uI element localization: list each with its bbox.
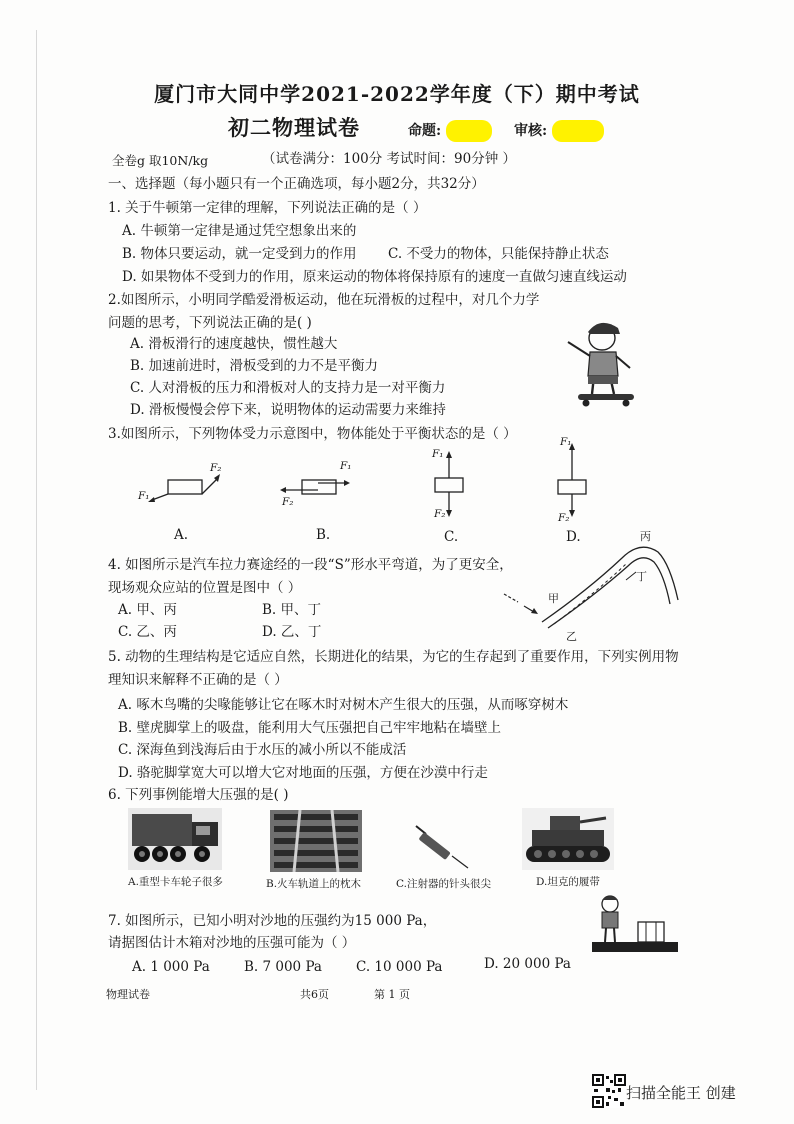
q6-caption-c: C.注射器的针头很尖	[396, 878, 491, 890]
q5-option-a: A. 啄木鸟嘴的尖喙能够让它在啄木时对树木产生很大的压强，从而啄穿树木	[118, 697, 569, 713]
q6-stem: 6. 下列事例能增大压强的是( )	[108, 787, 289, 803]
diagram-a-f2: F₂	[210, 462, 222, 474]
diagram-d-f2: F₂	[558, 512, 570, 524]
footer-subject: 物理试卷	[106, 988, 150, 1001]
q5-stem-line1: 5. 动物的生理结构是它适应自然，长期进化的结果，为它的生存起到了重要作用，下列实例用物	[108, 649, 679, 665]
score-time-note: （试卷满分：100分 考试时间：90分钟 ）	[262, 151, 517, 167]
mark-jia: 甲	[548, 592, 559, 605]
q2-option-a: A. 滑板滑行的速度越快，惯性越大	[130, 336, 338, 352]
mark-ding: 丁	[636, 570, 647, 583]
diagram-b-f1: F₁	[340, 460, 352, 472]
boy-and-box-illustration	[592, 894, 682, 958]
q1-option-a: A. 牛顿第一定律是通过凭空想象出来的	[122, 223, 357, 239]
q7-option-a: A. 1 000 Pa	[132, 959, 210, 975]
force-diagram-a	[130, 452, 240, 522]
diagram-a-f1: F₁	[138, 490, 150, 502]
q6-caption-d: D.坦克的履带	[536, 876, 600, 888]
diagram-c-f1: F₁	[432, 448, 444, 460]
q5-option-b: B. 壁虎脚掌上的吸盘，能利用大气压强把自己牢牢地粘在墙壁上	[118, 720, 502, 736]
gravity-note: 全卷g 取10N/kg	[112, 153, 209, 168]
q4-stem-line2: 现场观众应站的位置是图中（ ）	[108, 580, 302, 596]
q1-option-b: B. 物体只要运动，就一定受到力的作用	[122, 246, 357, 262]
reviewer-label-text: 审核:	[514, 123, 548, 139]
diagram-d-label: D.	[566, 529, 581, 545]
q5-option-c: C. 深海鱼到浅海后由于水压的减小所以不能成活	[118, 742, 407, 758]
exam-title: 厦门市大同中学2021-2022学年度（下）期中考试	[154, 82, 640, 106]
section1-heading: 一、选择题（每小题只有一个正确选项，每小题2分，共32分）	[108, 176, 485, 192]
q7-option-d: D. 20 000 Pa	[484, 956, 571, 972]
q2-stem-line1: 2.如图所示，小明同学酷爱滑板运动，他在玩滑板的过程中，对几个力学	[108, 292, 540, 308]
q2-option-c: C. 人对滑板的压力和滑板对人的支持力是一对平衡力	[130, 380, 446, 396]
q1-option-d: D. 如果物体不受到力的作用，原来运动的物体将保持原有的速度一直做匀速直线运动	[122, 269, 627, 285]
q4-option-d: D. 乙、丁	[262, 624, 322, 640]
reviewer-redaction	[552, 120, 604, 142]
q4-option-c: C. 乙、丙	[118, 624, 177, 640]
author-label-text: 命题:	[408, 123, 442, 139]
q7-stem-line2: 请据图估计木箱对沙地的压强可能为（ ）	[108, 935, 356, 951]
q1-option-c: C. 不受力的物体，只能保持静止状态	[388, 246, 609, 262]
footer-page-number: 第 1 页	[374, 988, 410, 1001]
force-diagram-b	[272, 452, 382, 522]
q4-stem-line1: 4. 如图所示是汽车拉力赛途经的一段“S”形水平弯道，为了更安全，	[108, 557, 513, 573]
q2-option-d: D. 滑板慢慢会停下来，说明物体的运动需要力来维持	[130, 402, 446, 418]
railway-photo	[270, 810, 362, 872]
mark-bing: 丙	[640, 530, 651, 543]
diagram-a-label: A.	[174, 527, 189, 543]
reviewer-label	[514, 120, 604, 142]
q2-option-b: B. 加速前进时，滑板受到的力不是平衡力	[130, 358, 379, 374]
scan-edge-line	[36, 30, 37, 1090]
q7-stem-line1: 7. 如图所示，已知小明对沙地的压强约为15 000 Pa，	[108, 913, 437, 929]
diagram-b-f2: F₂	[282, 496, 294, 508]
truck-photo	[128, 808, 222, 870]
author-label	[408, 120, 492, 142]
q6-caption-a: A.重型卡车轮子很多	[128, 876, 223, 888]
force-diagram-c	[420, 446, 480, 530]
q3-stem: 3.如图所示，下列物体受力示意图中，物体能处于平衡状态的是（ ）	[108, 426, 517, 442]
mark-yi: 乙	[566, 630, 577, 643]
q5-stem-line2: 理知识来解释不正确的是（ ）	[108, 672, 288, 688]
scanner-watermark: 扫描全能王 创建	[626, 1084, 736, 1102]
diagram-b-label: B.	[316, 527, 331, 543]
q7-option-c: C. 10 000 Pa	[356, 959, 443, 975]
diagram-d-f1: F₁	[560, 436, 572, 448]
q5-option-d: D. 骆驼脚掌宽大可以增大它对地面的压强，方便在沙漠中行走	[118, 765, 488, 781]
q4-option-a: A. 甲、丙	[118, 602, 177, 618]
s-curve-road-diagram	[498, 530, 694, 642]
tank-photo	[522, 808, 614, 870]
exam-subtitle	[228, 112, 360, 142]
q4-option-b: B. 甲、丁	[262, 602, 322, 618]
diagram-c-label: C.	[444, 529, 459, 545]
footer-total-pages: 共6页	[300, 988, 329, 1001]
author-redaction	[446, 120, 492, 142]
q2-stem-line2: 问题的思考，下列说法正确的是( )	[108, 315, 312, 331]
q7-option-b: B. 7 000 Pa	[244, 959, 322, 975]
q1-stem: 1. 关于牛顿第一定律的理解，下列说法正确的是（ ）	[108, 200, 427, 216]
force-diagram-d	[542, 438, 602, 530]
qr-code-icon	[592, 1074, 626, 1108]
q6-caption-b: B.火车轨道上的枕木	[266, 878, 362, 890]
syringe-photo	[410, 822, 474, 872]
skateboard-boy-illustration	[560, 312, 650, 408]
subtitle-text: 初二物理试卷	[228, 115, 360, 140]
diagram-c-f2: F₂	[434, 508, 446, 520]
